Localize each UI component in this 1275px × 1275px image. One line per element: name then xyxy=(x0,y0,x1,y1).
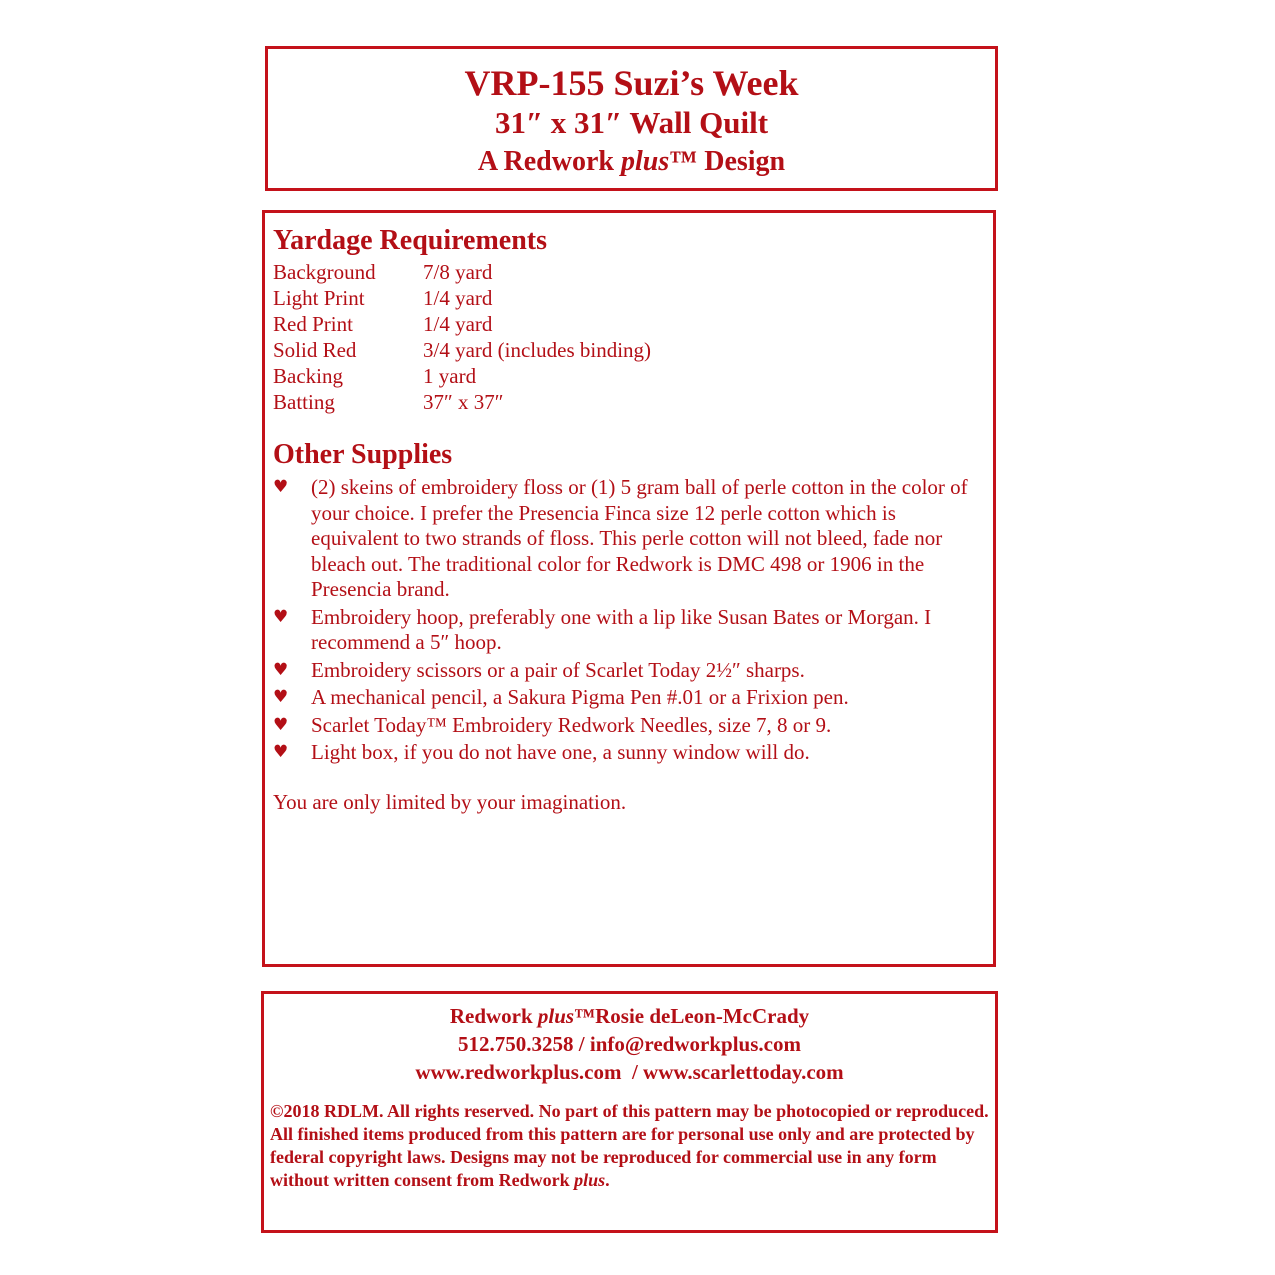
legal-text: ©2018 RDLM. All rights reserved. No part of this pattern may be photocopied or reproduced. All finished items produced from this pattern are for personal use only and are protected by federal copyright laws. Designs may not be reproduced for commercial use in any form without written consent from Redwork xyxy=(270,1101,989,1190)
legal-plus: plus xyxy=(574,1170,606,1190)
yardage-item: Solid Red xyxy=(273,338,357,362)
quilt-size: 31″ x 31″ Wall Quilt xyxy=(494,105,769,140)
heart-icon: ♥ xyxy=(273,714,289,735)
list-item xyxy=(273,475,985,603)
table-row xyxy=(273,311,651,337)
yardage-heading: Yardage Requirements xyxy=(273,225,548,256)
table-row xyxy=(273,337,651,363)
list-item xyxy=(273,740,985,766)
yardage-amount: 1/4 yard xyxy=(423,312,493,336)
table-row xyxy=(273,285,651,311)
list-item xyxy=(273,685,985,711)
heart-icon: ♥ xyxy=(273,687,289,707)
brand-suffix: ™Rosie deLeon-McCrady xyxy=(574,1004,810,1028)
heart-icon: ♥ xyxy=(273,659,289,680)
supply-text: (2) skeins of embroidery floss or (1) 5 gram ball of perle cotton in the color of your choice. I prefer the Presencia Finca size 12 perle cotton which is equivalent to two strands of floss. This perle cotton will not bleed, fade nor bleach out. The traditional color for Redwork is DMC 498 or 1906 in the Presencia brand. xyxy=(311,475,968,601)
heart-icon: ♥ xyxy=(273,742,289,762)
supply-text: Scarlet Today™ Embroidery Redwork Needles, size 7, 8 or 9. xyxy=(311,712,832,737)
supply-text: A mechanical pencil, a Sakura Pigma Pen #.01 or a Frixion pen. xyxy=(311,685,849,709)
table-row xyxy=(273,389,651,415)
yardage-item: Red Print xyxy=(273,312,353,336)
pattern-title: VRP-155 Suzi’s Week xyxy=(464,63,799,103)
requirements-box xyxy=(262,210,996,967)
yardage-amount: 37″ x 37″ xyxy=(423,390,504,414)
list-item xyxy=(273,658,985,684)
yardage-amount: 1 yard xyxy=(423,364,477,388)
closing-line: You are only limited by your imagination. xyxy=(273,789,627,814)
yardage-item: Background xyxy=(273,260,376,284)
heart-icon: ♥ xyxy=(273,606,289,627)
brand-prefix: Redwork xyxy=(449,1004,538,1028)
yardage-item: Backing xyxy=(273,364,343,388)
yardage-amount: 1/4 yard xyxy=(423,286,493,310)
legal-end: . xyxy=(605,1170,610,1190)
yardage-item: Light Print xyxy=(273,286,365,310)
supplies-heading: Other Supplies xyxy=(273,439,453,470)
brand-plus: plus xyxy=(537,1004,575,1028)
design-suffix: ™ Design xyxy=(669,146,786,177)
design-plus: plus xyxy=(620,146,670,177)
footer-brand xyxy=(270,1002,989,1030)
list-item xyxy=(273,605,985,656)
design-prefix: A Redwork xyxy=(477,146,621,177)
design-line xyxy=(268,143,995,181)
heart-icon: ♥ xyxy=(273,477,289,497)
table-row xyxy=(273,259,651,285)
supply-text: Light box, if you do not have one, a sunny window will do. xyxy=(311,740,810,764)
footer-box xyxy=(261,991,998,1233)
copyright-notice xyxy=(270,1100,989,1192)
yardage-amount: 7/8 yard xyxy=(423,260,493,284)
supply-text: Embroidery scissors or a pair of Scarlet Today 2½″ sharps. xyxy=(311,657,805,682)
yardage-table xyxy=(273,259,651,415)
supplies-list xyxy=(273,475,985,766)
footer-websites: www.redworkplus.com / www.scarlettoday.com xyxy=(415,1060,844,1084)
footer-contact: 512.750.3258 / info@redworkplus.com xyxy=(458,1032,801,1056)
title-box xyxy=(265,46,998,191)
list-item xyxy=(273,713,985,739)
yardage-item: Batting xyxy=(273,390,335,414)
table-row xyxy=(273,363,651,389)
supply-text: Embroidery hoop, preferably one with a lip like Susan Bates or Morgan. I recommend a 5″ hoop. xyxy=(311,604,932,654)
yardage-amount: 3/4 yard (includes binding) xyxy=(423,338,652,362)
